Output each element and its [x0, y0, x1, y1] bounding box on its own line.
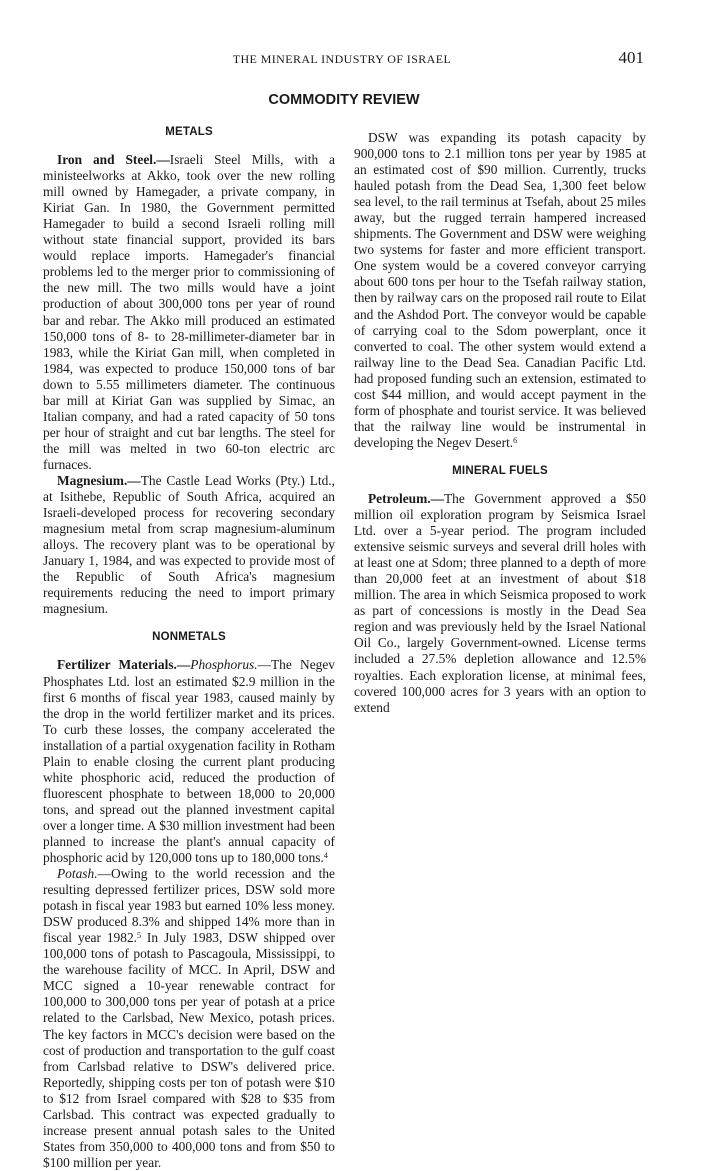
phosphorus-dash: — — [257, 657, 271, 673]
magnesium-lead: Magnesium.— — [57, 472, 141, 488]
fertilizer-text: The Negev Phosphates Ltd. lost an estimated $2.9 million in the first 6 months of fiscal year 1983, caused mainly by the drop in the world fertilizer market and its prices. To curb these losses, the company accelerated the installation of a partial oxygenation facility in Rotham Plain to enable closing the current plant producing white phosphoric acid, reduced the production of fluorescent phosphate to between 18,000 to 20,000 tons, and spread out the planned investment capital over a longer time. A $30 million investment had been planned to increase the plant's annual capacity of phosphoric acid by 120,000 tons up to 180,000 tons. — [43, 657, 335, 866]
footnote-ref-4: 4 — [323, 851, 328, 861]
page-number: 401 — [618, 48, 644, 67]
potash-text-a: Owing to the world recession and the resulting depressed fertilizer prices, DSW sold more potash in fiscal year 1983 but earned 10% less money. DSW produced 8.3% and shipped 14% more than in fiscal year 1982. — [43, 866, 335, 946]
fertilizer-lead: Fertilizer Materials.— — [57, 657, 191, 673]
petroleum-paragraph — [354, 491, 646, 716]
petroleum-text: The Government approved a $50 million oil exploration program by Seismica Israel Ltd. over a 5-year period. The program included extensive seismic surveys and several drill holes with at least one at Sdom; three planned to a depth of more than 20,000 feet at an investment of about $18 million. The area in which Seismica proposed to work as part of concessions is mostly in the Dead Sea region and was previously held by the Israel National Oil Co., largely Government-owned. License terms included a 27.5% depletion allowance and 12.5% royalties. Each exploration license, at minimal fees, covered 100,000 acres for 3 years with an option to extend — [354, 490, 646, 715]
potash-subhead: Potash. — [57, 866, 98, 882]
iron-steel-paragraph — [43, 152, 335, 473]
mineral-fuels-heading: MINERAL FUELS — [452, 464, 548, 477]
iron-steel-text: Israeli Steel Mills, with a ministeelworks at Akko, took over the new rolling mill owned by Hamegader, a private company, in Kiriat Gan. In 1980, the Government permitted Hamegader to build a second Israeli rolling mill without state financial support, provided its bars would replace imports. Hamegader's financial problems led to the merger prior to commissioning of the new mill. The two mills would have a joint production of about 300,000 tons per year of round bar and rebar. The Akko mill produced an estimated 150,000 tons of 8- to 28-millimeter-diameter bar in 1983, while the Kiriat Gan mill, when completed in 1984, was expected to produce 150,000 tons of bar down to 5.55 millimeters diameter. The continuous bar mill at Kiriat Gan was supplied by Simac, an Italian company, and had a rated capacity of 50 tons per hour of straight and cut bar lengths. The steel for the mill was melted in two 60-ton electric arc furnaces. — [43, 152, 336, 472]
magnesium-paragraph — [43, 473, 335, 617]
dsw-expansion-text: DSW was expanding its potash capacity by 900,000 tons to 2.1 million tons per year by 1985 at an estimated cost of $90 million. Currently, trucks hauled potash from the Dead Sea, 1,300 feet below sea level, to the rail terminus at Tsefah, about 25 miles away, but the rugged terrain hampered increased shipments. The Government and DSW were weighing two systems for faster and more efficient transport. One system would be a covered conveyor carrying about 600 tons per hour to the Tsefah railway station, then by railway cars on the proposed rail route to Eilat and the Ashdod Port. The conveyor would be capable of carrying coal to the Sdom powerplant, once it converted to coal. The other system would extend a railway line to the Dead Sea. Canadian Pacific Ltd. had proposed funding such an extension, estimated to cost $44 million, and would accept payment in the form of phosphate and tourist service. It was believed that the railway line would be instrumental in developing the Negev Desert. — [354, 130, 646, 450]
potash-dash: — — [97, 866, 111, 882]
potash-paragraph — [43, 866, 335, 1171]
running-head: THE MINERAL INDUSTRY OF ISRAEL — [232, 52, 452, 66]
footnote-ref-6: 6 — [513, 435, 518, 445]
iron-steel-lead: Iron and Steel.— — [57, 152, 170, 168]
dsw-expansion-paragraph — [354, 130, 646, 451]
section-title: COMMODITY REVIEW — [268, 92, 420, 108]
phosphorus-subhead: Phosphorus. — [190, 657, 258, 673]
right-column — [354, 130, 646, 716]
page-header — [40, 48, 644, 70]
fertilizer-paragraph — [43, 657, 335, 866]
potash-text-b: In July 1983, DSW shipped over 100,000 tons of potash to Pascagoula, Mississippi, to the warehouse facility of MCC. In April, DSW and MCC signed a 10-year renewable contract for 100,000 to 300,000 tons per year of potash at a price related to the Carlsbad, New Mexico, potash prices. The key factors in MCC's decision were based on the cost of production and transportation to the gulf coast from Carlsbad relative to DSW's delivered price. Reportedly, shipping costs per ton of potash were $10 to $12 from Israel compared with $28 to $35 from Carlsbad. This contract was expected gradually to increase present annual potash sales to the United States from 350,000 to 400,000 tons and from $50 to $100 million per year. — [43, 930, 335, 1170]
petroleum-lead: Petroleum.— — [368, 490, 444, 506]
footnote-ref-5: 5 — [136, 931, 141, 941]
metals-heading: METALS — [165, 126, 213, 138]
nonmetals-heading: NONMETALS — [152, 631, 226, 644]
magnesium-text: The Castle Lead Works (Pty.) Ltd., at Isithebe, Republic of South Africa, acquired an Israeli-developed process for recovering secondary magnesium metal from scrap magnesium-aluminum alloys. The recovery plant was to be operational by January 1, 1984, and was expected to provide most of the Republic of South Africa's magnesium requirements reducing the need to import primary magnesium. — [43, 472, 335, 617]
left-column — [43, 124, 335, 1171]
